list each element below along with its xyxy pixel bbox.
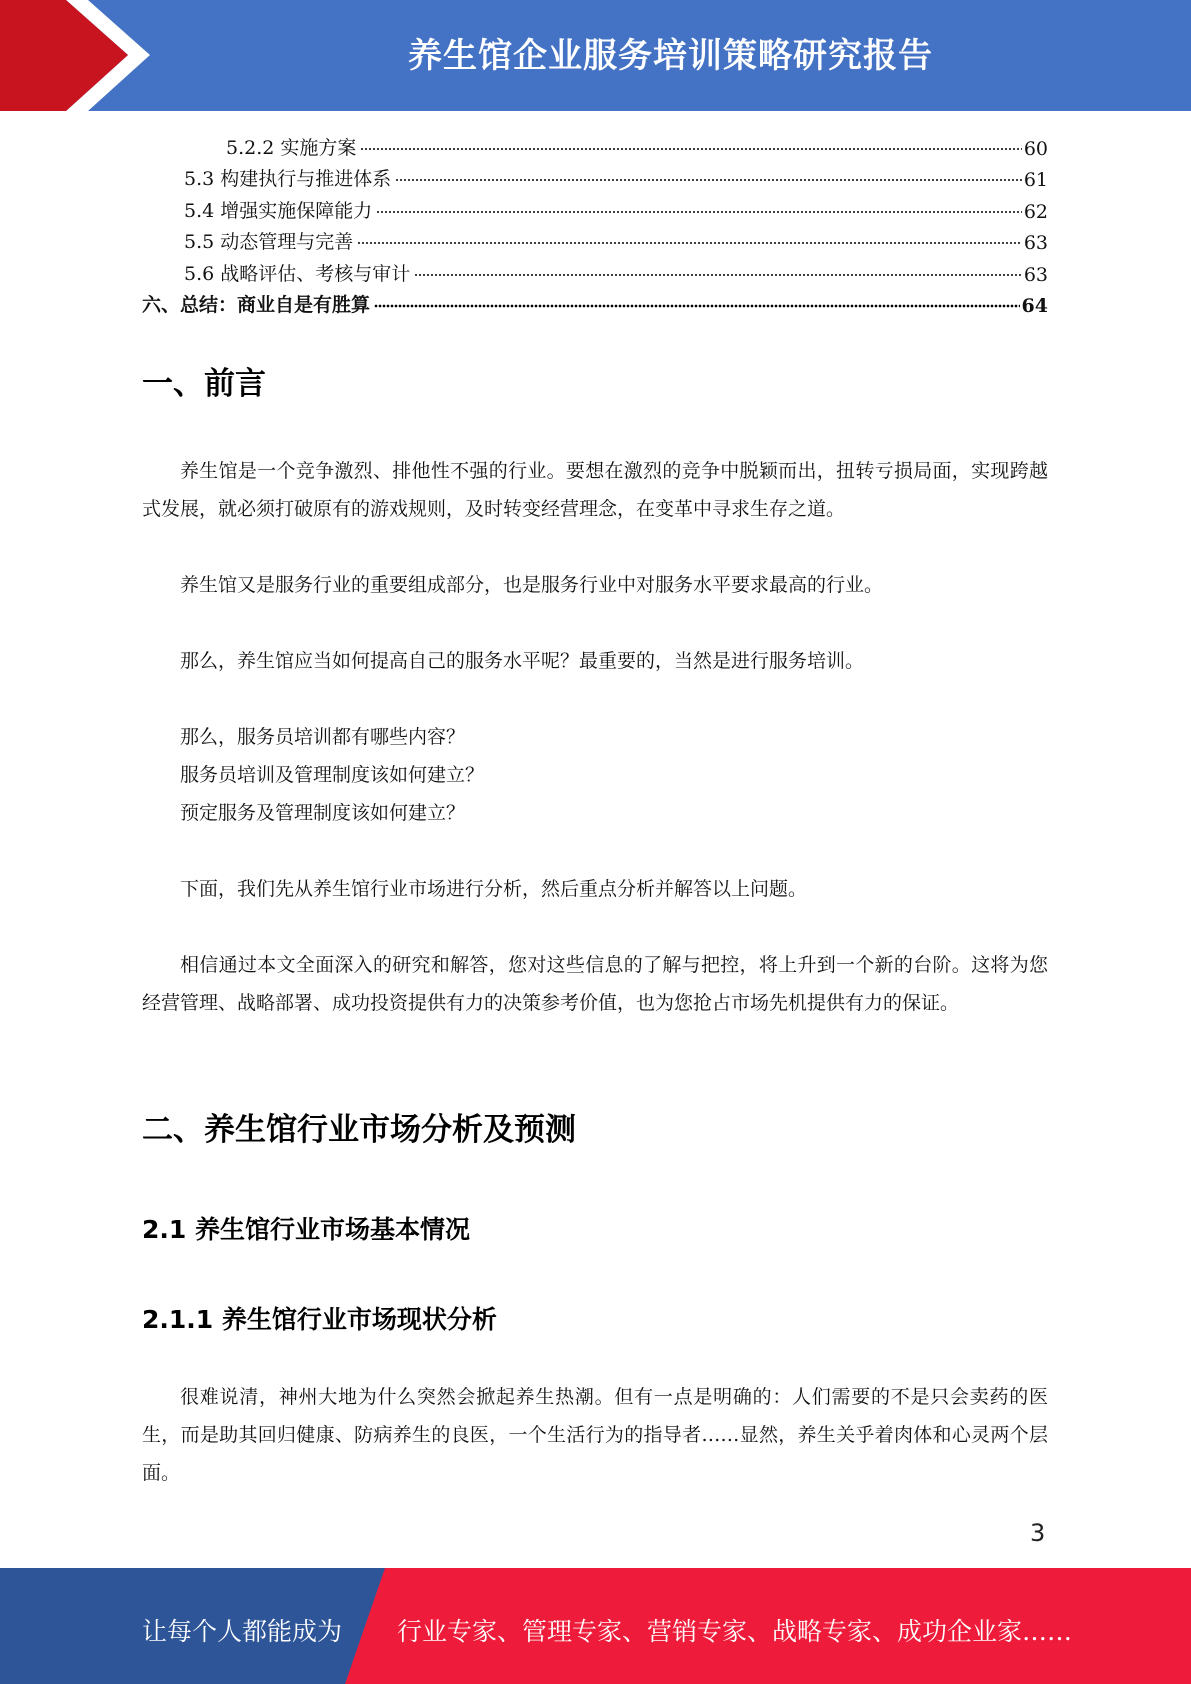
toc-entry-page: 62 xyxy=(1023,200,1048,223)
toc-entry-page: 63 xyxy=(1023,263,1048,286)
toc-leader-dots xyxy=(376,208,1022,216)
toc-leader-dots xyxy=(360,145,1021,153)
toc-entry-page: 60 xyxy=(1023,137,1048,160)
report-title: 养生馆企业服务培训策略研究报告 xyxy=(408,36,933,76)
paragraph: 相信通过本文全面深入的研究和解答，您对这些信息的了解与把控，将上升到一个新的台阶。这将为您经营管理、战略部署、成功投资提供有力的决策参考价值，也为您抢占市场先机提供有力的保证。 xyxy=(142,954,1048,1014)
toc-entry[interactable] xyxy=(142,254,1048,286)
toc-leader-dots xyxy=(395,176,1022,184)
toc-entry-label: 5.2.2 实施方案 xyxy=(226,136,357,159)
question-item: 那么，服务员培训都有哪些内容？ xyxy=(180,726,466,748)
section-heading-market: 二、养生馆行业市场分析及预测 xyxy=(142,1112,576,1148)
toc-entry-label: 5.3 构建执行与推进体系 xyxy=(184,168,392,190)
toc-entry-label: 5.6 战略评估、考核与审计 xyxy=(184,262,411,285)
toc-leader-dots xyxy=(357,239,1022,247)
paragraph: 那么，养生馆应当如何提高自己的服务水平呢？最重要的，当然是进行服务培训。 xyxy=(180,650,865,672)
subsubsection-heading: 2.1.1 养生馆行业市场现状分析 xyxy=(142,1305,497,1334)
footer-slogan-left: 让每个人都能成为 xyxy=(142,1617,343,1646)
toc-entry-label: 六、总结：商业自是有胜算 xyxy=(142,294,371,316)
subsection-heading: 2.1 养生馆行业市场基本情况 xyxy=(142,1215,470,1244)
paragraph: 下面，我们先从养生馆行业市场进行分析，然后重点分析并解答以上问题。 xyxy=(180,878,808,900)
paragraph: 养生馆是一个竞争激烈、排他性不强的行业。要想在激烈的竞争中脱颖而出，扭转亏损局面，实现跨越式发展，就必须打破原有的游戏规则，及时转变经营理念，在变革中寻求生存之道。 xyxy=(142,460,1048,520)
toc-entry-label: 5.5 动态管理与完善 xyxy=(184,231,354,253)
question-item: 预定服务及管理制度该如何建立？ xyxy=(180,802,466,824)
toc-entry-label: 5.4 增强实施保障能力 xyxy=(184,199,373,222)
toc-entry[interactable] xyxy=(142,128,1048,160)
page-footer xyxy=(0,1568,1191,1684)
toc-entry[interactable] xyxy=(142,286,1048,318)
toc-leader-dots xyxy=(374,302,1020,310)
toc-entry[interactable] xyxy=(142,160,1048,192)
page-number: 3 xyxy=(1030,1519,1046,1547)
question-list xyxy=(142,718,1048,832)
page-header xyxy=(0,0,1191,111)
footer-slogan-right: 行业专家、管理专家、营销专家、战略专家、成功企业家…… xyxy=(397,1617,1073,1646)
section-heading-preface: 一、前言 xyxy=(142,366,266,402)
toc-entry-page: 63 xyxy=(1023,232,1048,254)
toc-entry-page: 61 xyxy=(1023,169,1048,191)
toc-leader-dots xyxy=(414,271,1022,279)
header-arrow-decoration xyxy=(0,0,160,111)
toc-entry[interactable] xyxy=(142,223,1048,255)
toc-entry-page: 64 xyxy=(1021,295,1048,317)
paragraph: 养生馆又是服务行业的重要组成部分，也是服务行业中对服务水平要求最高的行业。 xyxy=(180,574,884,596)
question-item: 服务员培训及管理制度该如何建立？ xyxy=(180,764,485,786)
table-of-contents xyxy=(142,128,1048,317)
paragraph: 很难说清，神州大地为什么突然会掀起养生热潮。但有一点是明确的：人们需要的不是只会卖药的医生，而是助其回归健康、防病养生的良医，一个生活行为的指导者……显然，养生关乎着肉体和心灵两个层面。 xyxy=(142,1386,1048,1484)
toc-entry[interactable] xyxy=(142,191,1048,223)
